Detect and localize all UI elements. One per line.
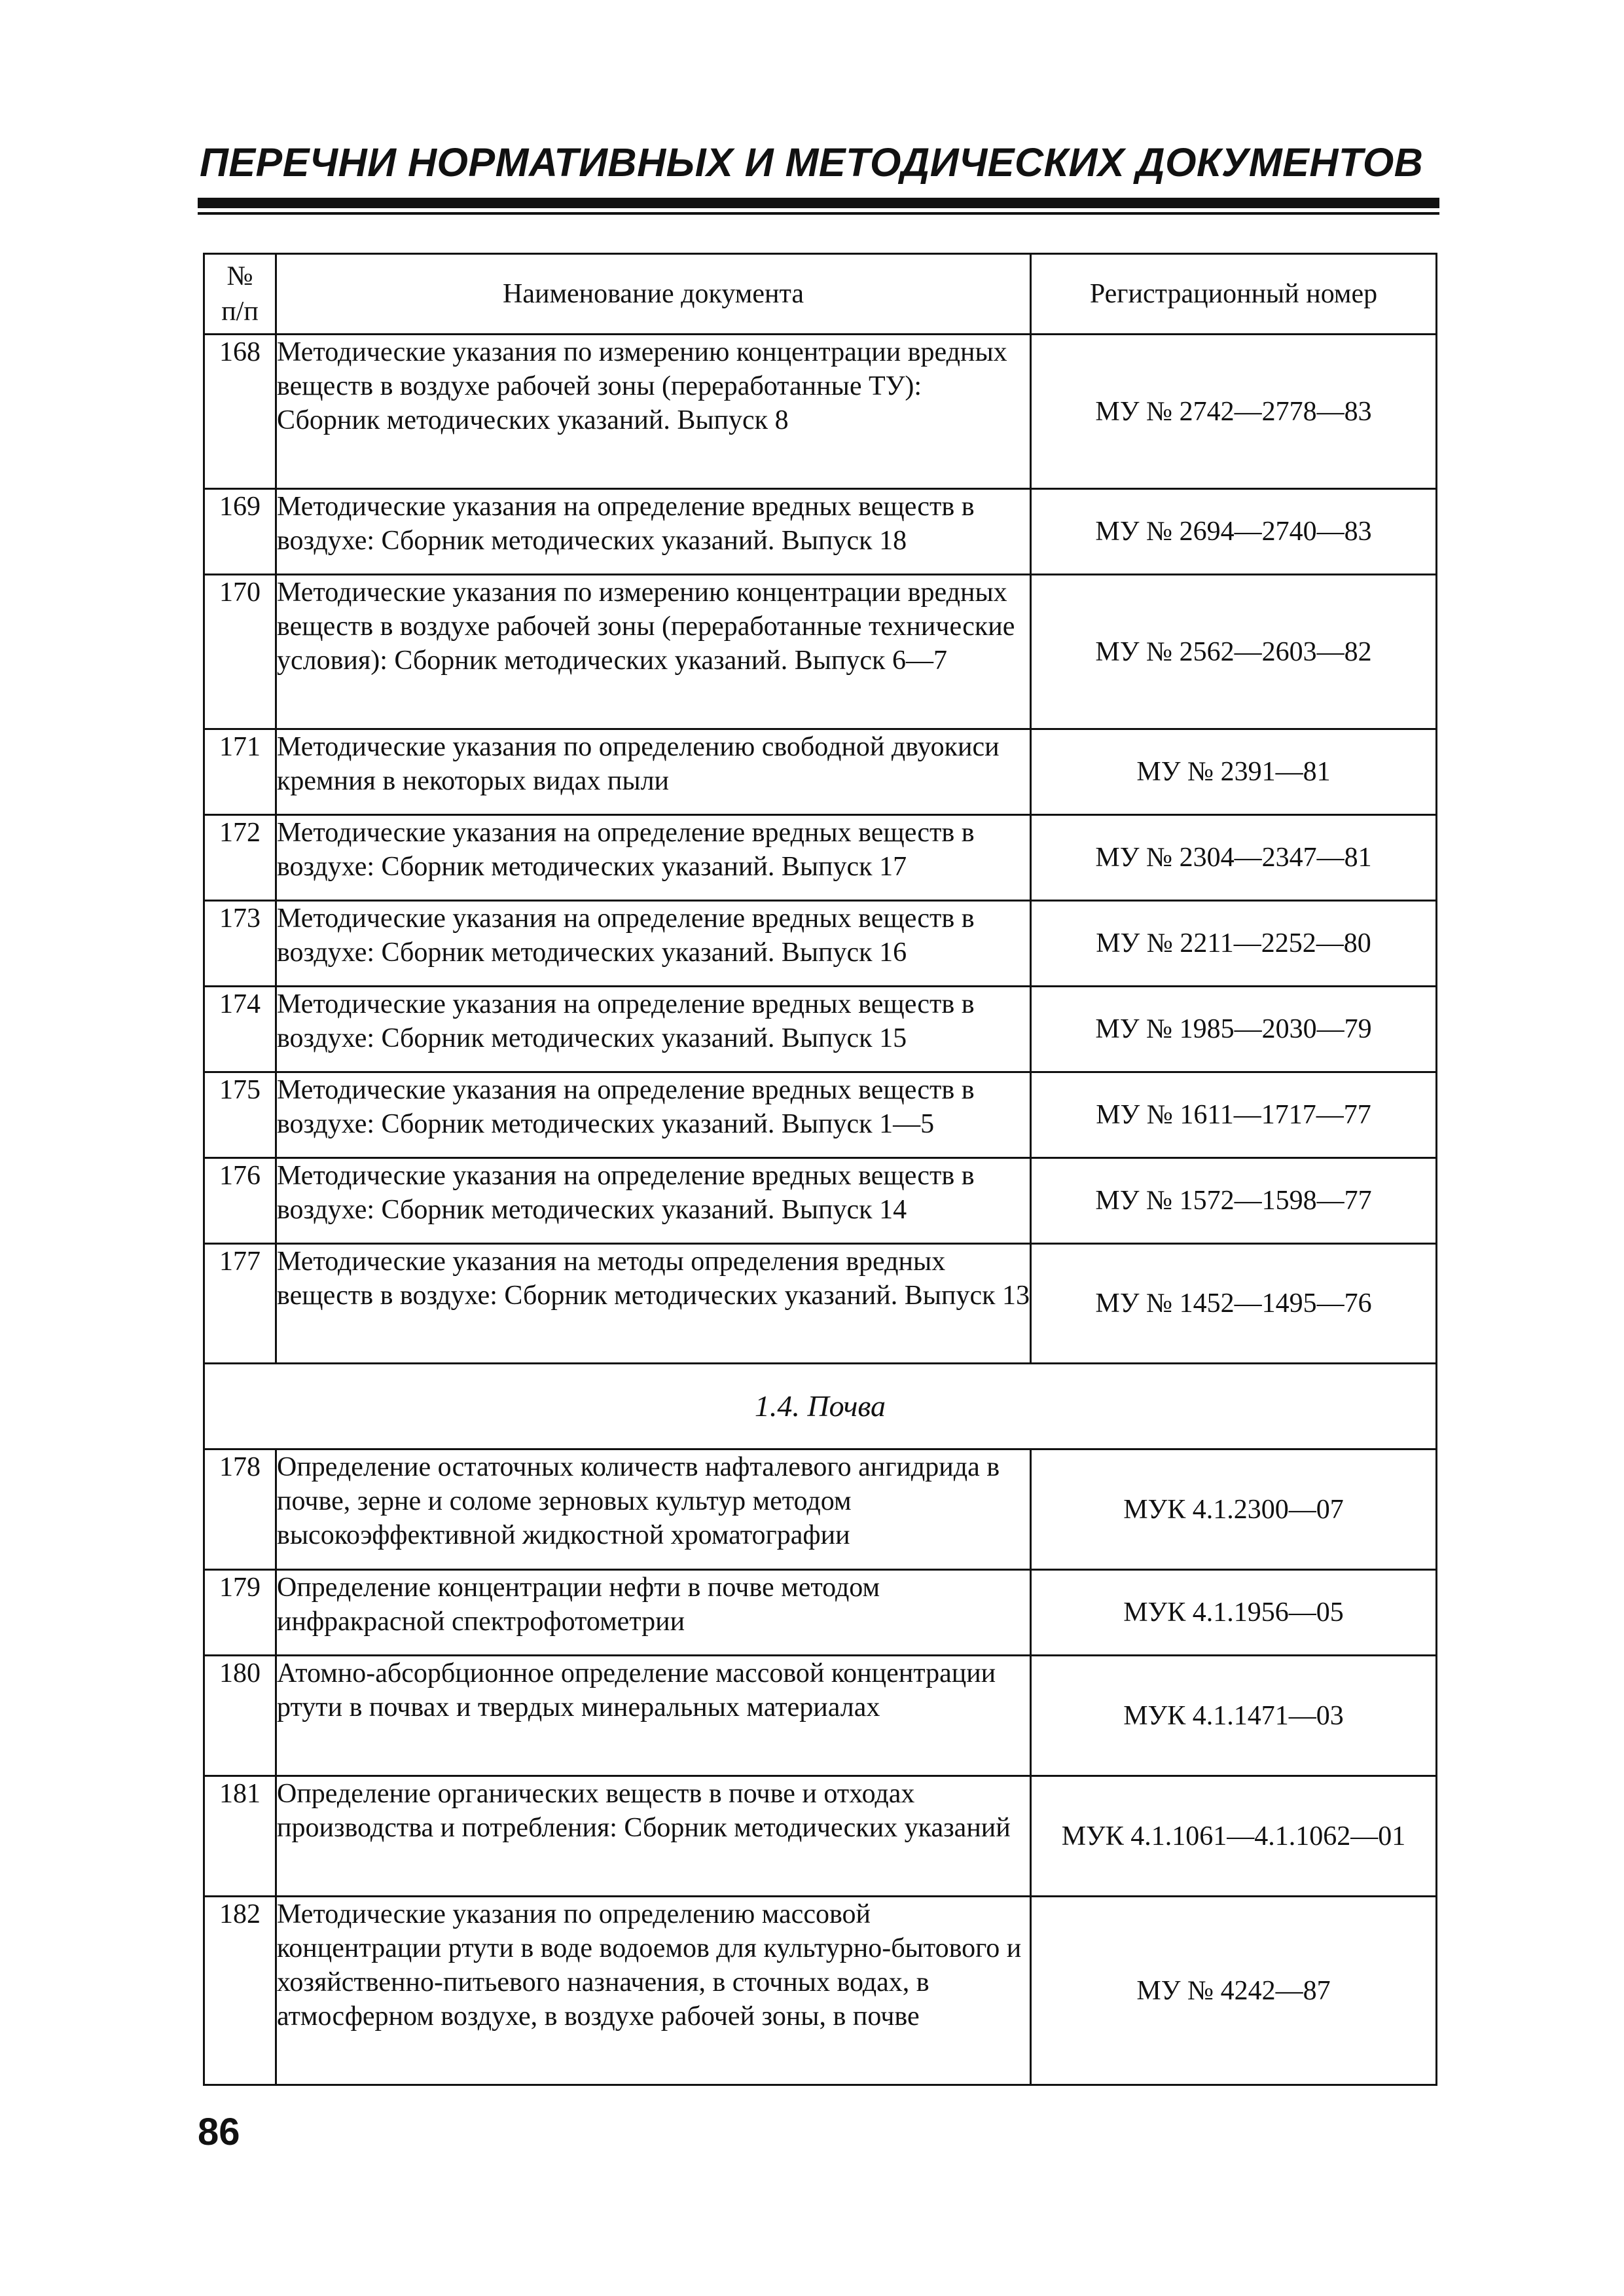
header-rule-thin [198,212,1439,215]
section-title: 1.4. Почва [204,1364,1437,1449]
table-row [204,1158,1437,1244]
registration-number: МУ № 4242—87 [1031,1897,1437,2085]
row-number: 168 [204,335,276,489]
column-header-name: Наименование документа [276,254,1031,335]
registration-number: МУ № 2391—81 [1031,729,1437,815]
registration-number: МУ № 2211—2252—80 [1031,901,1437,987]
table-row [204,815,1437,901]
row-number: 175 [204,1072,276,1158]
table-row [204,575,1437,729]
column-header-number-label: № п/п [221,261,259,327]
row-number: 174 [204,987,276,1072]
row-number: 172 [204,815,276,901]
table-row [204,1656,1437,1776]
table-row [204,489,1437,575]
header-rule-thick [198,198,1439,208]
document-name: Методические указания на определение вредных веществ в воздухе: Сборник методических указаний. Выпуск 14 [276,1158,1031,1244]
table-row [204,1244,1437,1364]
document-name: Методические указания по определению массовой концентрации ртути в воде водоемов для культурно-бытового и хозяйственно-питьевого назначения, в сточных водах, в атмосферном воздухе, в воздухе рабочей зоны, в почве [276,1897,1031,2085]
document-name: Методические указания по измерению концентрации вредных веществ в воздухе рабочей зоны (переработанные ТУ): Сборник методических указаний. Выпуск 8 [276,335,1031,489]
document-name: Определение органических веществ в почве и отходах производства и потребления: Сборник методических указаний [276,1776,1031,1897]
column-header-registration: Регистрационный номер [1031,254,1437,335]
row-number: 173 [204,901,276,987]
registration-number: МУ № 2562—2603—82 [1031,575,1437,729]
row-number: 181 [204,1776,276,1897]
column-header-number [204,254,276,335]
table-row [204,729,1437,815]
table-header-row [204,254,1437,335]
document-name: Определение концентрации нефти в почве методом инфракрасной спектрофотометрии [276,1570,1031,1656]
row-number: 180 [204,1656,276,1776]
document-name: Определение остаточных количеств нафталевого ангидрида в почве, зерне и соломе зерновых культур методом высокоэффективной жидкостной хроматографии [276,1449,1031,1570]
document-name: Методические указания на определение вредных веществ в воздухе: Сборник методических указаний. Выпуск 16 [276,901,1031,987]
registration-number: МУК 4.1.1471—03 [1031,1656,1437,1776]
page-number: 86 [198,2111,240,2153]
registration-number: МУ № 1452—1495—76 [1031,1244,1437,1364]
documents-table [203,253,1437,2086]
registration-number: МУ № 1572—1598—77 [1031,1158,1437,1244]
registration-number: МУ № 2694—2740—83 [1031,489,1437,575]
registration-number: МУ № 2304—2347—81 [1031,815,1437,901]
row-number: 171 [204,729,276,815]
table-row [204,1449,1437,1570]
registration-number: МУК 4.1.1061—4.1.1062—01 [1031,1776,1437,1897]
row-number: 177 [204,1244,276,1364]
document-name: Атомно-абсорбционное определение массовой концентрации ртути в почвах и твердых минеральных материалах [276,1656,1031,1776]
registration-number: МУК 4.1.2300—07 [1031,1449,1437,1570]
document-name: Методические указания на определение вредных веществ в воздухе: Сборник методических указаний. Выпуск 15 [276,987,1031,1072]
row-number: 169 [204,489,276,575]
row-number: 179 [204,1570,276,1656]
row-number: 170 [204,575,276,729]
document-name: Методические указания на определение вредных веществ в воздухе: Сборник методических указаний. Выпуск 18 [276,489,1031,575]
registration-number: МУ № 2742—2778—83 [1031,335,1437,489]
row-number: 178 [204,1449,276,1570]
table-row [204,335,1437,489]
page-header-title: ПЕРЕЧНИ НОРМАТИВНЫХ И МЕТОДИЧЕСКИХ ДОКУМЕНТОВ [200,140,1424,185]
table-row [204,901,1437,987]
registration-number: МУК 4.1.1956—05 [1031,1570,1437,1656]
table-row [204,1072,1437,1158]
table-row [204,1570,1437,1656]
table-row [204,987,1437,1072]
row-number: 182 [204,1897,276,2085]
document-name: Методические указания по определению свободной двуокиси кремния в некоторых видах пыли [276,729,1031,815]
table-row [204,1776,1437,1897]
row-number: 176 [204,1158,276,1244]
section-row [204,1364,1437,1449]
document-name: Методические указания на определение вредных веществ в воздухе: Сборник методических указаний. Выпуск 1—5 [276,1072,1031,1158]
document-name: Методические указания на методы определения вредных веществ в воздухе: Сборник методических указаний. Выпуск 13 [276,1244,1031,1364]
document-name: Методические указания по измерению концентрации вредных веществ в воздухе рабочей зоны (переработанные технические условия): Сборник методических указаний. Выпуск 6—7 [276,575,1031,729]
registration-number: МУ № 1985—2030—79 [1031,987,1437,1072]
table-row [204,1897,1437,2085]
document-name: Методические указания на определение вредных веществ в воздухе: Сборник методических указаний. Выпуск 17 [276,815,1031,901]
registration-number: МУ № 1611—1717—77 [1031,1072,1437,1158]
